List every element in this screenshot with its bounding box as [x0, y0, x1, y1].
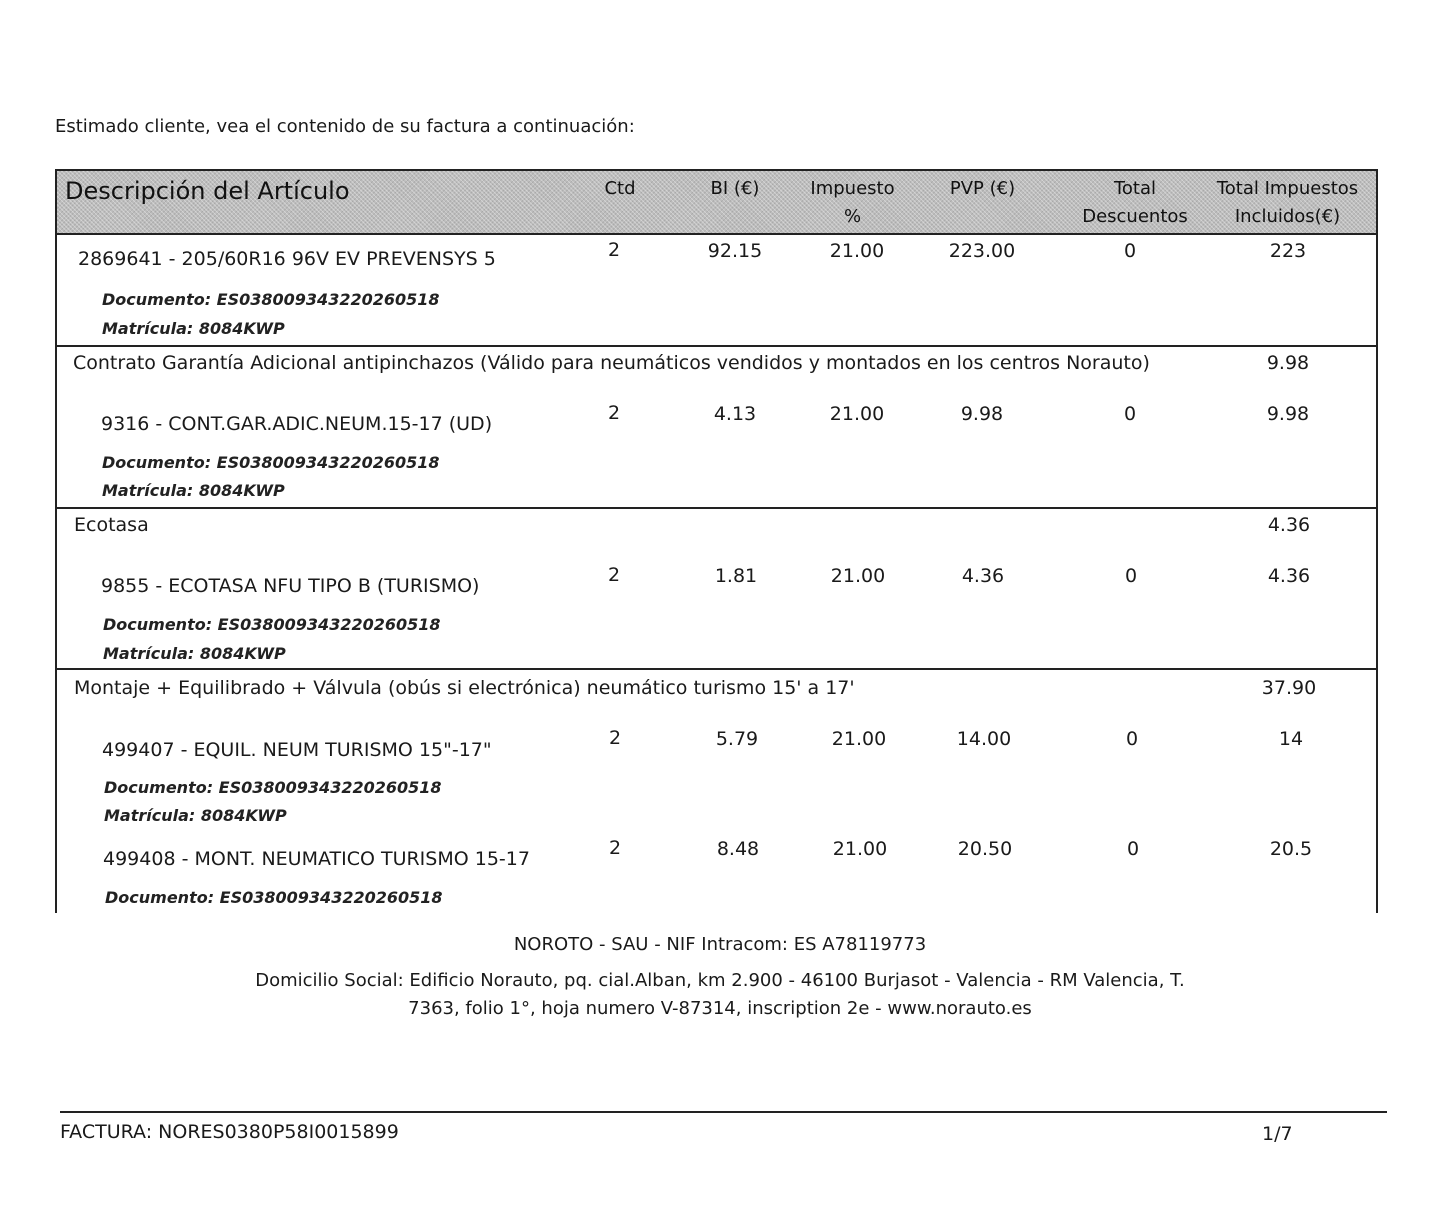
- item-matricula: Matrícula: 8084KWP: [102, 319, 285, 338]
- group-title: Ecotasa: [74, 514, 149, 536]
- footer-divider: [60, 1111, 1387, 1113]
- group-title: Contrato Garantía Adicional antipinchazos (Válido para neumáticos vendidos y montados en los centros Norauto): [73, 352, 1150, 374]
- item-quantity: 2: [608, 727, 622, 749]
- item-documento: Documento: ES038009343220260518: [104, 778, 442, 797]
- item-total: 9.98: [1266, 403, 1310, 425]
- item-description: 9316 - CONT.GAR.ADIC.NEUM.15-17 (UD): [101, 413, 493, 435]
- item-quantity: 2: [608, 837, 622, 859]
- header-descuentos: Total Descuentos: [1082, 178, 1188, 227]
- group-title: Montaje + Equilibrado + Válvula (obús si electrónica) neumático turismo 15' a 17': [74, 677, 855, 699]
- item-quantity: 2: [607, 402, 621, 424]
- company-nif: NOROTO - SAU - NIF Intracom: ES A78119773: [513, 934, 927, 955]
- row-divider: [55, 507, 1378, 509]
- item-bi: 1.81: [714, 565, 758, 587]
- item-matricula: Matrícula: 8084KWP: [102, 481, 285, 500]
- item-discount: 0: [1126, 838, 1140, 860]
- item-total: 14: [1278, 728, 1304, 750]
- item-bi: 5.79: [715, 728, 759, 750]
- invoice-number: FACTURA: NORES0380P58I0015899: [60, 1121, 399, 1143]
- item-pvp: 20.50: [957, 838, 1013, 860]
- item-discount: 0: [1125, 728, 1139, 750]
- item-discount: 0: [1123, 403, 1137, 425]
- item-description: 499408 - MONT. NEUMATICO TURISMO 15-17: [103, 848, 530, 870]
- row-divider: [55, 345, 1378, 347]
- item-matricula: Matrícula: 8084KWP: [103, 644, 286, 663]
- item-description: 2869641 - 205/60R16 96V EV PREVENSYS 5: [78, 248, 496, 270]
- item-total: 4.36: [1267, 565, 1311, 587]
- item-quantity: 2: [607, 239, 621, 261]
- row-divider: [55, 668, 1378, 670]
- item-documento: Documento: ES038009343220260518: [102, 290, 440, 309]
- item-quantity: 2: [607, 564, 621, 586]
- company-address-line2: 7363, folio 1°, hoja numero V-87314, inscription 2e - www.norauto.es: [408, 998, 1032, 1019]
- item-tax: 21.00: [832, 838, 888, 860]
- group-total: 9.98: [1266, 352, 1310, 374]
- item-tax: 21.00: [829, 240, 885, 262]
- item-documento: Documento: ES038009343220260518: [105, 888, 443, 907]
- item-total: 223: [1269, 240, 1307, 262]
- header-total: Total Impuestos Incluidos(€): [1216, 178, 1359, 227]
- item-discount: 0: [1124, 565, 1138, 587]
- item-pvp: 4.36: [961, 565, 1005, 587]
- company-address-line1: Domicilio Social: Edificio Norauto, pq. cial.Alban, km 2.900 - 46100 Burjasot - Valencia - RM Valencia, T.: [255, 970, 1185, 991]
- table-header: [55, 169, 1378, 235]
- item-documento: Documento: ES038009343220260518: [102, 453, 440, 472]
- item-pvp: 14.00: [956, 728, 1012, 750]
- item-description: 499407 - EQUIL. NEUM TURISMO 15"-17": [102, 739, 492, 761]
- item-total: 20.5: [1269, 838, 1313, 860]
- item-tax: 21.00: [830, 565, 886, 587]
- header-impuesto: Impuesto %: [810, 178, 895, 227]
- header-pvp: PVP (€): [949, 178, 1016, 199]
- item-bi: 92.15: [707, 240, 763, 262]
- invoice-table: [55, 169, 1378, 913]
- intro-text: Estimado cliente, vea el contenido de su factura a continuación:: [55, 116, 635, 137]
- header-quantity: Ctd: [604, 178, 636, 199]
- header-description: Descripción del Artículo: [65, 177, 350, 205]
- item-documento: Documento: ES038009343220260518: [103, 615, 441, 634]
- item-bi: 4.13: [713, 403, 757, 425]
- page-number: 1/7: [1262, 1123, 1293, 1145]
- header-bi: BI (€): [710, 178, 760, 199]
- group-total: 37.90: [1261, 677, 1317, 699]
- item-description: 9855 - ECOTASA NFU TIPO B (TURISMO): [101, 575, 480, 597]
- item-pvp: 223.00: [948, 240, 1016, 262]
- item-tax: 21.00: [829, 403, 885, 425]
- item-matricula: Matrícula: 8084KWP: [104, 806, 287, 825]
- item-tax: 21.00: [831, 728, 887, 750]
- item-bi: 8.48: [716, 838, 760, 860]
- group-total: 4.36: [1267, 514, 1311, 536]
- item-pvp: 9.98: [960, 403, 1004, 425]
- item-discount: 0: [1123, 240, 1137, 262]
